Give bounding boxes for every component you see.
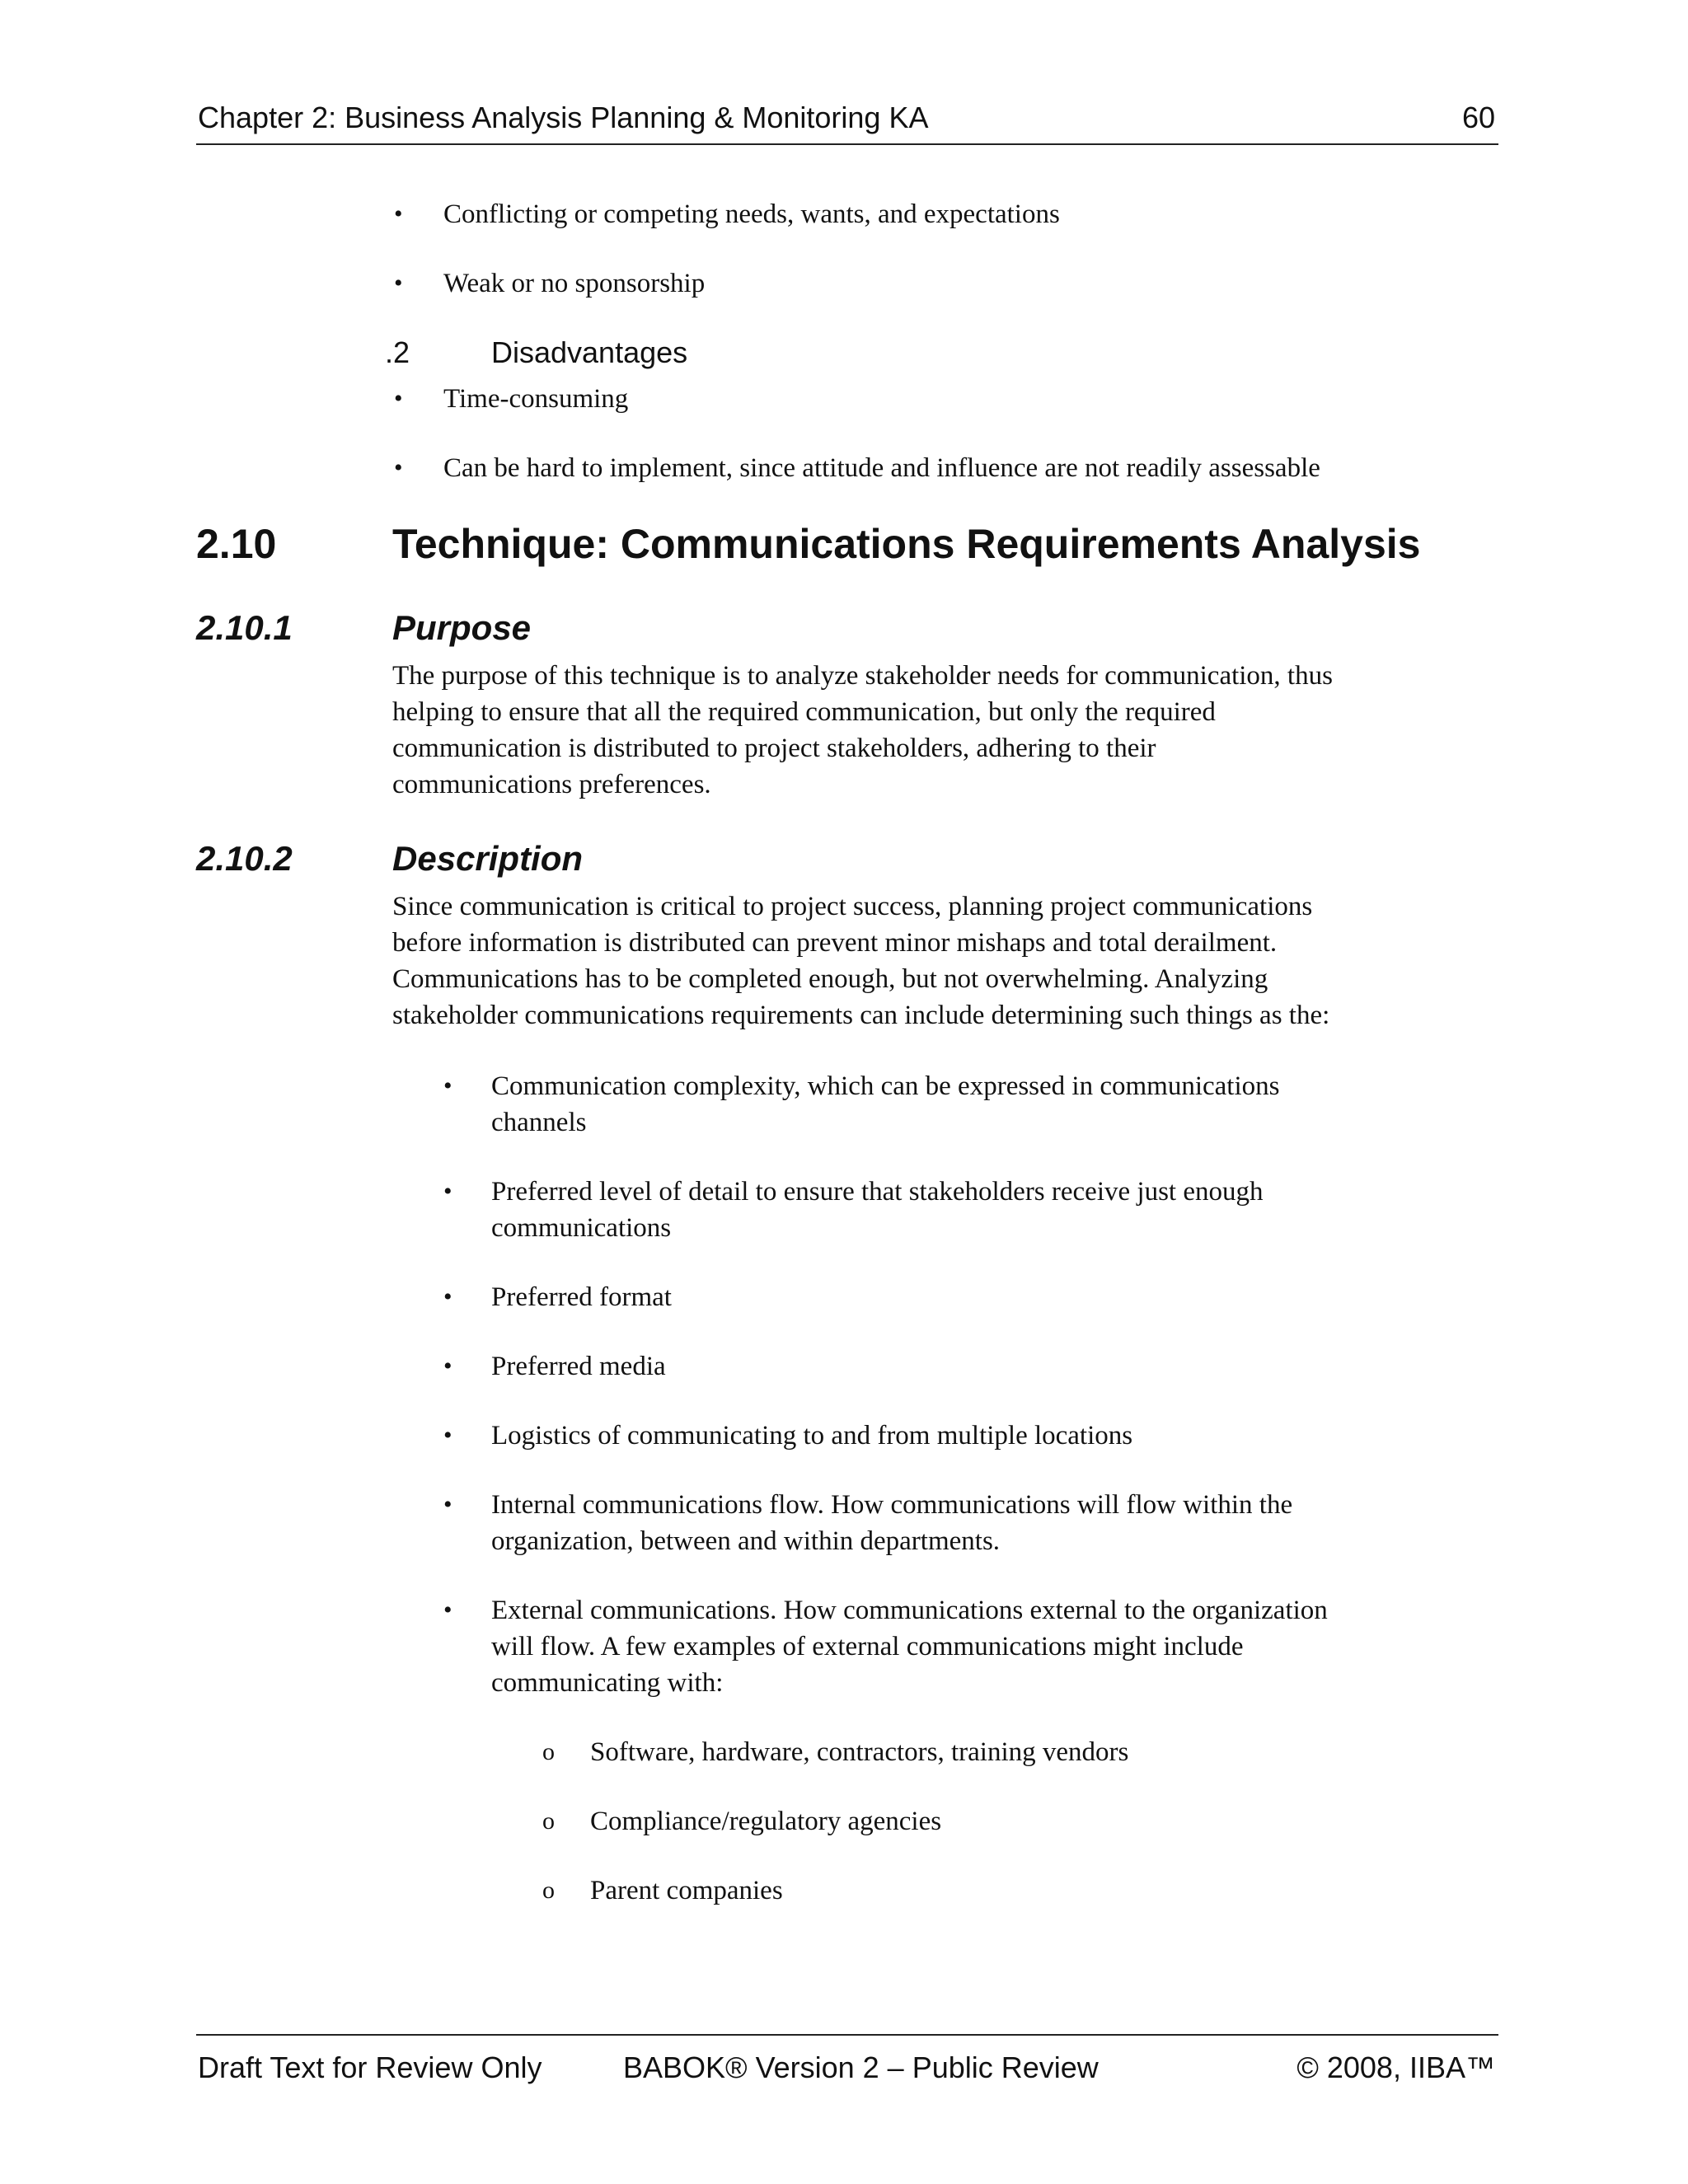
page-header (196, 97, 1498, 145)
subsection-title: Description (392, 839, 584, 878)
text-line: channels (491, 1108, 587, 1137)
section-number: 2.10 (196, 521, 277, 567)
list-item (491, 1348, 666, 1385)
circle-bullet-icon: o (542, 1877, 555, 1904)
page-number: 60 (1461, 101, 1495, 134)
list-item: Weak or no sponsorship (443, 269, 706, 298)
circle-bullet-icon: o (542, 1738, 555, 1765)
footer-left: Draft Text for Review Only (198, 2050, 542, 2084)
text-line: Preferred format (491, 1282, 672, 1312)
list-item: Conflicting or competing needs, wants, and expectations (443, 199, 1060, 229)
list-item: Can be hard to implement, since attitude and influence are not readily assessable (443, 453, 1320, 483)
list-item (491, 1418, 1132, 1454)
bullet-icon: • (443, 1072, 452, 1099)
text-line: The purpose of this technique is to analyze stakeholder needs for communication, thus (392, 661, 1333, 691)
bullet-icon: • (443, 1352, 452, 1380)
text-line: communicating with: (491, 1668, 724, 1698)
text-line: stakeholder communications requirements can include determining such things as the: (392, 1001, 1330, 1030)
text-line: Preferred media (491, 1352, 666, 1381)
subsection-number: 2.10.2 (196, 839, 293, 878)
circle-bullet-icon: o (542, 1807, 555, 1835)
text-line: communication is distributed to project stakeholders, adhering to their (392, 733, 1156, 763)
sub-list-item: Compliance/regulatory agencies (590, 1807, 942, 1836)
list-item (491, 1279, 672, 1315)
text-line: before information is distributed can prevent minor mishaps and total derailment. (392, 928, 1278, 958)
subsection-number: .2 (385, 335, 410, 369)
footer-center: BABOK® Version 2 – Public Review (623, 2050, 1099, 2084)
text-line: Internal communications flow. How communications will flow within the (491, 1490, 1293, 1520)
text-line: communications preferences. (392, 770, 711, 799)
bullet-icon: • (394, 269, 403, 297)
description-paragraph (392, 888, 1513, 1033)
bullet-icon: • (394, 385, 403, 412)
chapter-title: Chapter 2: Business Analysis Planning & Monitoring KA (198, 101, 929, 134)
bullet-icon: • (443, 1283, 452, 1310)
text-line: Since communication is critical to project success, planning project communications (392, 892, 1313, 921)
bullet-icon: • (394, 200, 403, 227)
list-item (491, 1068, 1279, 1141)
subsection-title: Purpose (392, 608, 532, 647)
text-line: External communications. How communications external to the organization (491, 1596, 1328, 1625)
purpose-paragraph (392, 658, 1513, 803)
list-item (491, 1592, 1328, 1701)
text-line: Preferred level of detail to ensure that stakeholders receive just enough (491, 1177, 1264, 1207)
list-item (491, 1174, 1263, 1246)
list-item: Time-consuming (443, 384, 629, 414)
bullet-icon: • (443, 1422, 452, 1449)
bullet-icon: • (394, 454, 403, 481)
section-title: Technique: Communications Requirements Analysis (392, 521, 1421, 567)
sub-list-item: Parent companies (590, 1876, 783, 1905)
text-line: will flow. A few examples of external communications might include (491, 1632, 1244, 1661)
text-line: Logistics of communicating to and from multiple locations (491, 1421, 1133, 1451)
bullet-icon: • (443, 1178, 452, 1205)
list-item (491, 1487, 1292, 1559)
text-line: Communication complexity, which can be expressed in communications (491, 1071, 1280, 1101)
bullet-icon: • (443, 1491, 452, 1518)
text-line: Communications has to be completed enough, but not overwhelming. Analyzing (392, 964, 1268, 994)
footer-right: © 2008, IIBA™ (1296, 2050, 1495, 2084)
text-line: organization, between and within departments. (491, 1526, 1001, 1556)
sub-list-item: Software, hardware, contractors, training vendors (590, 1737, 1129, 1767)
text-line: helping to ensure that all the required communication, but only the required (392, 697, 1216, 727)
subsection-title: Disadvantages (491, 335, 688, 369)
page-footer (196, 2034, 1498, 2093)
subsection-number: 2.10.1 (196, 608, 293, 647)
text-line: communications (491, 1213, 672, 1243)
bullet-icon: • (443, 1596, 452, 1624)
